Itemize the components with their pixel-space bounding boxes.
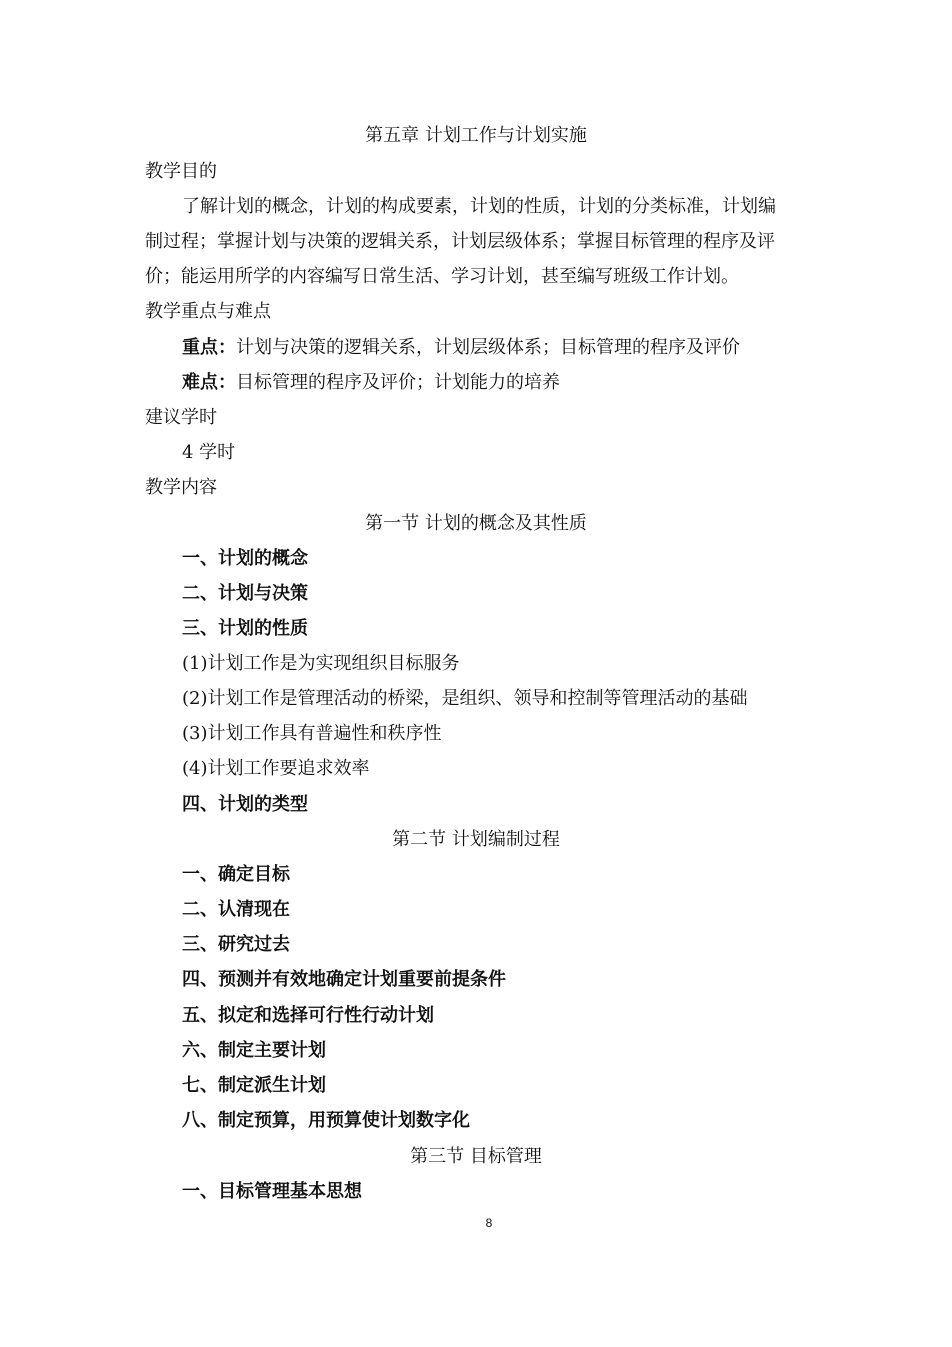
section-2-item-8: 八、制定预算，用预算使计划数字化: [182, 1110, 470, 1131]
property-1: (1)计划工作是为实现组织目标服务: [182, 653, 460, 674]
section-2-item-4: 四、预测并有效地确定计划重要前提条件: [182, 969, 506, 990]
difficult-point-line: [182, 371, 560, 395]
hours-heading: 建议学时: [145, 407, 217, 428]
section-1-title: 第一节 计划的概念及其性质: [365, 513, 587, 534]
property-4: (4)计划工作要追求效率: [182, 758, 370, 779]
section-2-item-1: 一、确定目标: [182, 864, 290, 885]
objectives-heading: 教学目的: [145, 161, 217, 182]
section-1-item-3: 三、计划的性质: [182, 618, 308, 639]
section-2-item-3: 三、研究过去: [182, 934, 290, 955]
section-1-item-2: 二、计划与决策: [182, 583, 308, 604]
section-2-item-7: 七、制定派生计划: [182, 1075, 326, 1096]
objectives-line-1: 了解计划的概念，计划的构成要素，计划的性质，计划的分类标准，计划编: [182, 196, 776, 217]
difficult-point-text: 目标管理的程序及评价；计划能力的培养: [236, 372, 560, 393]
section-2-item-6: 六、制定主要计划: [182, 1040, 326, 1061]
content-heading: 教学内容: [145, 477, 217, 498]
section-2-item-2: 二、认清现在: [182, 899, 290, 920]
objectives-line-3: 价；能运用所学的内容编写日常生活、学习计划，甚至编写班级工作计划。: [145, 266, 739, 287]
section-1-item-1: 一、计划的概念: [182, 548, 308, 569]
page-number: 8: [485, 1216, 493, 1230]
section-3-title: 第三节 目标管理: [410, 1146, 542, 1167]
section-1-item-4: 四、计划的类型: [182, 794, 308, 815]
section-3-item-1: 一、目标管理基本思想: [182, 1181, 362, 1202]
key-point-line: [182, 336, 740, 360]
section-2-item-5: 五、拟定和选择可行性行动计划: [182, 1005, 434, 1026]
section-2-title: 第二节 计划编制过程: [392, 829, 560, 850]
property-2: (2)计划工作是管理活动的桥梁，是组织、领导和控制等管理活动的基础: [182, 688, 748, 709]
property-3: (3)计划工作具有普遍性和秩序性: [182, 723, 442, 744]
difficult-point-label: 难点：: [182, 372, 236, 393]
hours-value: 4 学时: [182, 442, 236, 463]
key-point-label: 重点：: [182, 337, 236, 358]
key-point-text: 计划与决策的逻辑关系，计划层级体系；目标管理的程序及评价: [236, 337, 740, 358]
objectives-line-2: 制过程；掌握计划与决策的逻辑关系，计划层级体系；掌握目标管理的程序及评: [145, 231, 775, 252]
focus-heading: 教学重点与难点: [145, 301, 271, 322]
chapter-title: 第五章 计划工作与计划实施: [365, 125, 587, 146]
